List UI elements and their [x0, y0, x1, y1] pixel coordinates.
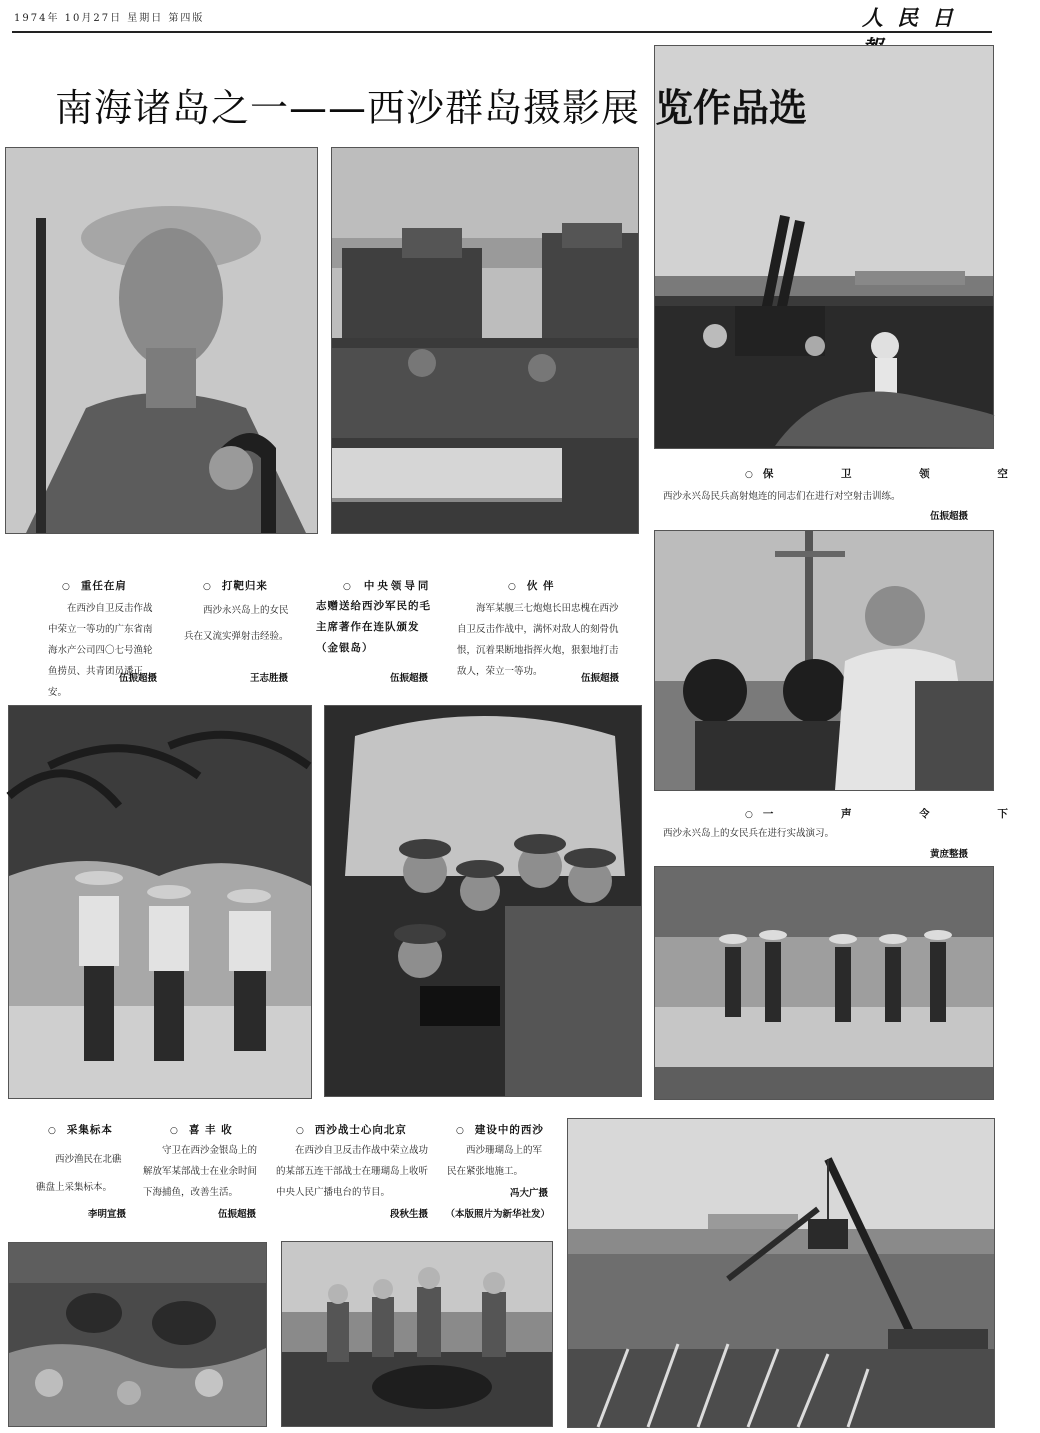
caption-title-yisheng: ○一 声 令 下 [745, 808, 1040, 820]
caption-mark: ○ [48, 1126, 57, 1136]
caption-credit-caiji: 李明宣摄 [87, 1209, 126, 1220]
caption-mark: ○ [203, 582, 212, 592]
caption-title-dabagui: ○ 打靶归来 [203, 580, 268, 592]
date-line: 1974年 10月27日 星期日 第四版 [14, 13, 205, 24]
caption-title-baowei: ○保 卫 领 空 [745, 468, 1040, 480]
page-headline: 南海诸岛之一——西沙群岛摄影展 [55, 86, 641, 130]
caption-mark: ○ [745, 470, 763, 480]
caption-credit-xinxiang: 段秋生摄 [389, 1209, 428, 1220]
caption-mark: ○ [508, 582, 517, 592]
caption-body-caiji: 西沙渔民在北礁礁盘上采集标本。 [36, 1154, 122, 1193]
caption-credit-huoban: 伍振超摄 [580, 673, 619, 684]
caption-body-zhongyang: 志赠送给西沙军民的毛主席著作在连队颁发（金银岛） [316, 600, 431, 654]
caption-credit-zhongyang: 伍振超摄 [389, 673, 428, 684]
photo-underwater [8, 1242, 267, 1427]
caption-mark: ○ [343, 582, 354, 592]
caption-title-xinxiang: ○ 西沙战士心向北京 [296, 1124, 407, 1136]
caption-body-jianshe: 西沙珊瑚岛上的军民在紧张地施工。 [447, 1145, 543, 1177]
caption-mark: ○ [745, 810, 763, 820]
caption-credit-baowei: 伍振超摄 [929, 511, 968, 522]
caption-title-huoban: ○ 伙 伴 [508, 580, 555, 592]
photo-boats-soldiers [331, 147, 639, 534]
photo-soldiers-radio [324, 705, 642, 1097]
caption-title-zhongren: ○ 重任在肩 [62, 580, 127, 592]
photo-militia-drill [654, 866, 994, 1100]
caption-body-xinxiang: 在西沙自卫反击作战中荣立战功的某部五连干部战士在珊瑚岛上收听中央人民广播电台的节目。 [276, 1145, 429, 1198]
caption-title-caiji: ○ 采集标本 [48, 1124, 113, 1136]
caption-title-xifengshou: ○ 喜 丰 收 [170, 1124, 233, 1136]
photo-fishing-harvest [281, 1241, 553, 1427]
caption-body-yisheng: 西沙永兴岛上的女民兵在进行实战演习。 [663, 828, 835, 839]
photo-women-militia [8, 705, 312, 1099]
caption-mark: ○ [456, 1126, 465, 1136]
caption-title-zhongyang: ○ 中央领导同 [343, 580, 432, 592]
photo-source-note: （本版照片为新华社发） [445, 1209, 550, 1220]
caption-credit-yisheng: 黄庶整摄 [929, 849, 968, 860]
caption-body-baowei: 西沙永兴岛民兵高射炮连的同志们在进行对空射击训练。 [663, 491, 901, 502]
caption-title-jianshe: ○ 建设中的西沙 [456, 1124, 544, 1136]
paper-name: 人民日 [862, 5, 967, 30]
photo-sailor-gun [654, 530, 994, 791]
caption-credit-dabagui: 王志胜摄 [249, 673, 288, 684]
photo-young-militiaman [5, 147, 318, 534]
masthead-rule [12, 31, 992, 33]
caption-body-zhongren: 在西沙自卫反击作战中荣立一等功的广东省南海水产公司四〇七号渔轮鱼捞员、共青团员潘正安。 [48, 603, 153, 698]
caption-mark: ○ [296, 1126, 305, 1136]
caption-credit-xifengshou: 伍振超摄 [217, 1209, 256, 1220]
caption-credit-jianshe: 冯大广摄 [509, 1188, 548, 1199]
photo-construction [567, 1118, 995, 1428]
caption-body-dabagui: 西沙永兴岛上的女民兵在又流实弹射击经验。 [184, 605, 289, 642]
caption-mark: ○ [62, 582, 71, 592]
caption-body-xifengshou: 守卫在西沙金银岛上的解放军某部战士在业余时间下海捕鱼，改善生活。 [143, 1145, 258, 1198]
headline-tail: 览作品选 [655, 86, 808, 130]
caption-mark: ○ [170, 1126, 179, 1136]
caption-credit-zhongren: 伍振超摄 [118, 673, 157, 684]
caption-body-huoban: 海军某舰三七炮炮长田忠槐在西沙自卫反击作战中，满怀对敌人的刻骨仇恨，沉着果断地指挥火炮，狠狠地打击敌人，荣立一等功。 [457, 603, 619, 677]
